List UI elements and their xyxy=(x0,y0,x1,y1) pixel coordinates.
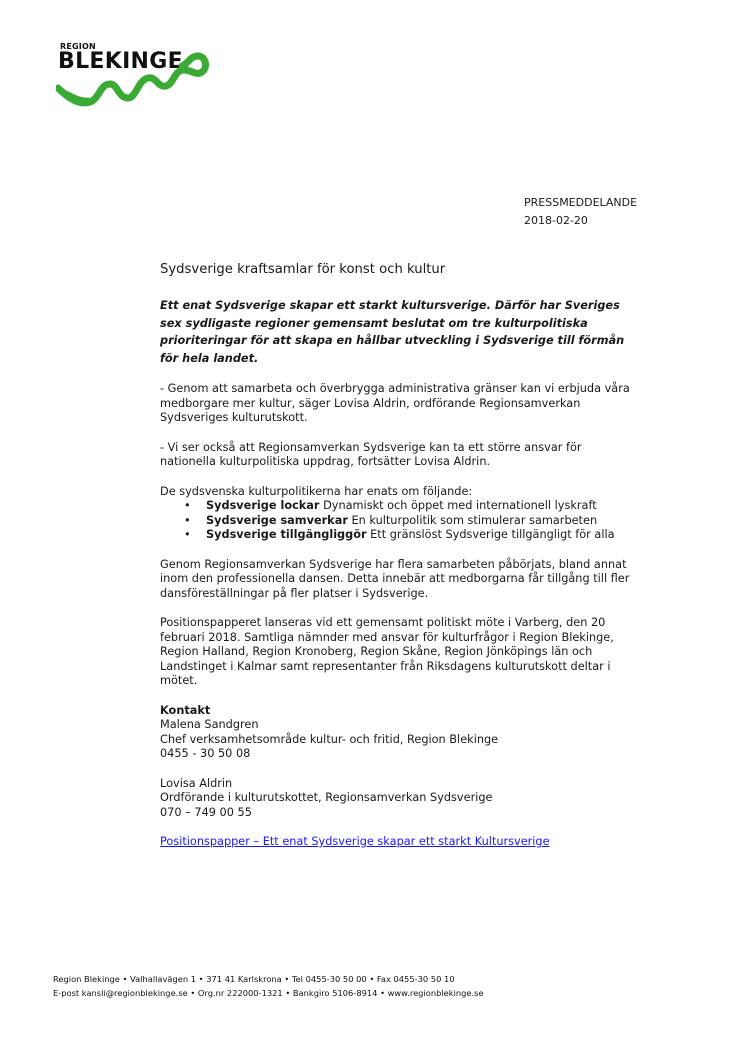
list-intro: De sydsvenska kulturpolitikerna har enats om följande: xyxy=(160,484,473,498)
contact-role: Chef verksamhetsområde kultur- och fritid, Region Blekinge xyxy=(160,732,499,746)
body-paragraph-1: Genom Regionsamverkan Sydsverige har flera samarbeten påbörjats, bland annat inom den professionella dansen. Detta innebär att medborgarna får tillgång till fler dansföreställningar på fler platser i Sydsverige. xyxy=(160,557,630,600)
list-item xyxy=(206,514,640,529)
press-body xyxy=(160,262,640,865)
body-paragraph-2: Positionspapperet lanseras vid ett gemensamt politiskt möte i Varberg, den 20 februari 2018. Samtliga nämnder med ansvar för kulturfrågor i Region Blekinge, Region Halland, Region Kronoberg, Region Skåne, Region Jönköpings län och Landstinget i Kalmar samt representanter från Riksdagens kulturutskott deltar i mötet. xyxy=(160,616,614,687)
press-header xyxy=(524,194,637,230)
logo-region-text: REGION xyxy=(60,42,96,51)
list-item-bold: Sydsverige samverkar xyxy=(206,513,348,527)
contact-phone: 070 – 749 00 55 xyxy=(160,805,252,819)
list-item-text: En kulturpolitik som stimulerar samarbeten xyxy=(347,513,598,527)
logo-wave-icon xyxy=(56,42,216,120)
position-paper-link[interactable]: Positionspapper – Ett enat Sydsverige skapar ett starkt Kultursverige xyxy=(160,835,550,848)
list-item-text: Ett gränslöst Sydsverige tillgängligt för alla xyxy=(366,528,615,541)
contact-section xyxy=(160,704,640,821)
contact-name: Lovisa Aldrin xyxy=(160,776,233,790)
list-item-bold: Sydsverige lockar xyxy=(206,499,320,512)
lead-paragraph: Ett enat Sydsverige skapar ett starkt kultursverige. Därför har Sveriges sex sydligaste regioner gemensamt beslutat om tre kulturpolitiska prioriteringar för att skapa en hållbar utveckling i Sydsverige till förmån för hela landet. xyxy=(160,299,625,365)
press-label: PRESSMEDDELANDE xyxy=(524,196,638,209)
contact-block-2 xyxy=(160,777,640,821)
logo-blekinge-text: BLEKINGE xyxy=(58,49,183,74)
list-item xyxy=(206,528,640,543)
quote-paragraph-1: - Genom att samarbeta och överbrygga administrativa gränser kan vi erbjuda våra medborgare mer kultur, säger Lovisa Aldrin, ordförande Regionsamverkan Sydsveriges kulturutskott. xyxy=(160,382,630,424)
footer-line-1: Region Blekinge • Valhallavägen 1 • 371 41 Karlskrona • Tel 0455-30 50 00 • Fax 0455-30 50 10 xyxy=(53,974,455,984)
priorities-list xyxy=(160,485,640,543)
page-footer xyxy=(53,972,484,1000)
footer-line-2: E-post kansli@regionblekinge.se • Org.nr 222000-1321 • Bankgiro 5106-8914 • www.regionblekinge.se xyxy=(53,988,484,998)
contact-role: Ordförande i kulturutskottet, Regionsamverkan Sydsverige xyxy=(160,791,493,804)
contact-block-1 xyxy=(160,704,640,762)
contact-phone: 0455 - 30 50 08 xyxy=(160,747,251,760)
list-item-bold: Sydsverige tillgängliggör xyxy=(206,528,367,541)
quote-paragraph-2: - Vi ser också att Regionsamverkan Sydsverige kan ta ett större ansvar för nationella kulturpolitiska uppdrag, fortsätter Lovisa Aldrin. xyxy=(160,440,582,468)
contact-name: Malena Sandgren xyxy=(160,718,259,731)
press-date: 2018-02-20 xyxy=(524,214,588,227)
region-blekinge-logo xyxy=(56,42,216,120)
contact-heading: Kontakt xyxy=(160,703,211,717)
page-title: Sydsverige kraftsamlar för konst och kultur xyxy=(160,262,446,277)
list-item xyxy=(206,499,640,514)
list-item-text: Dynamiskt och öppet med internationell lyskraft xyxy=(319,499,597,512)
